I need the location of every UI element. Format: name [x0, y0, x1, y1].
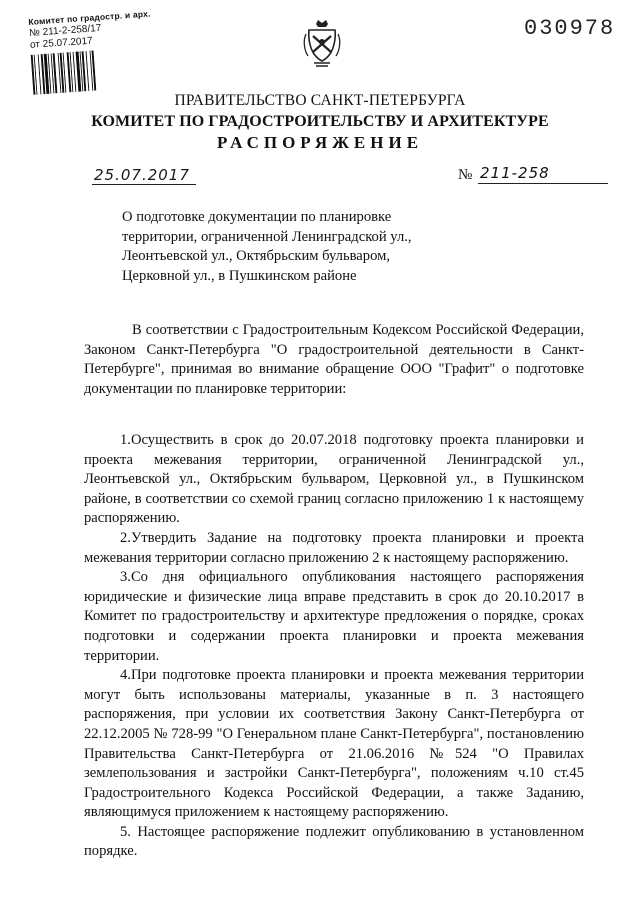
subject-line: Церковной ул., в Пушкинском районе — [122, 267, 357, 284]
subject-line: Леонтьевской ул., Октябрьским бульваром, — [122, 248, 390, 264]
preamble — [84, 321, 584, 399]
subject-line: О подготовке документации по планировке — [122, 209, 392, 225]
order-item-5: 5. Настоящее распоряжение подлежит опубликованию в установленном порядке. — [84, 823, 584, 860]
document-date — [92, 166, 196, 188]
document-number-value: 211-258 — [480, 164, 550, 182]
barcode — [31, 47, 146, 95]
order-item-1: 1.Осуществить в срок до 20.07.2018 подготовку проекта планировки и проекта межевания территории, ограниченной Ленинградской ул., Леонтьевской ул., Октябрьским бульваром, Церковной ул., в Пушкинском районе, в соответствии со схемой границ согласно приложению 1 к настоящему распоряжению. — [84, 432, 584, 527]
document-date-value: 25.07.2017 — [94, 166, 190, 184]
document-number-label: № — [458, 167, 473, 183]
number-underline — [478, 183, 608, 184]
document-number — [458, 164, 608, 188]
order-item-2: 2.Утвердить Задание на подготовку проекта планировки и проекта межевания территории согласно приложению 2 к настоящему распоряжению. — [84, 529, 584, 566]
stamp-org: Комитет по градостр. и арх. — [28, 8, 151, 27]
stamp-reg-date: от 25.07.2017 — [29, 35, 94, 51]
government-heading: ПРАВИТЕЛЬСТВО САНКТ-ПЕТЕРБУРГА — [174, 92, 466, 109]
coat-of-arms-emblem — [302, 18, 342, 68]
document-subject — [122, 208, 442, 286]
preamble-text: В соответствии с Градостроительным Кодексом Российской Федерации, Законом Санкт-Петербурга "О градостроительной деятельности в Санкт-Петербурге", принимая во внимание обращение ООО "Графит" о подготовке документации по планировке территории: — [84, 322, 584, 397]
order-items — [84, 431, 584, 862]
stamp-reg-number: № 211-2-258/17 — [28, 22, 102, 39]
document-type-heading: РАСПОРЯЖЕНИЕ — [216, 133, 424, 152]
registration-stamp — [28, 8, 153, 95]
order-item-3: 3.Со дня официального опубликования настоящего распоряжения юридические и физические лица вправе представить в срок до 20.10.2017 в Комитет по градостроительству и архитектуре предложения о порядке, сроках подготовки и содержании проекта планировки и проекта межевания территории. — [84, 569, 584, 664]
order-item-4: 4.При подготовке проекта планировки и проекта межевания территории могут быть использованы материалы, указанные в п. 3 настоящего распоряжения, при условии их соответствия Закону Санкт-Петербурга от 22.12.2005 № 728-99 "О Генеральном плане Санкт-Петербурга", постановлению Правительства Санкт-Петербурга от 21.06.2016 №524 "О Правилах землепользования и застройки Санкт-Петербурга", положениям ч.10 ст.45 Градостроительного Кодекса Российской Федерации, а также Заданию, являющимуся приложением к настоящему распоряжению. — [84, 667, 584, 821]
subject-line: территории, ограниченной Ленинградской ул., — [122, 228, 412, 245]
serial-number: 030978 — [524, 16, 616, 41]
committee-heading: КОМИТЕТ ПО ГРАДОСТРОИТЕЛЬСТВУ И АРХИТЕКТУРЕ — [91, 113, 549, 130]
date-underline — [92, 184, 196, 185]
